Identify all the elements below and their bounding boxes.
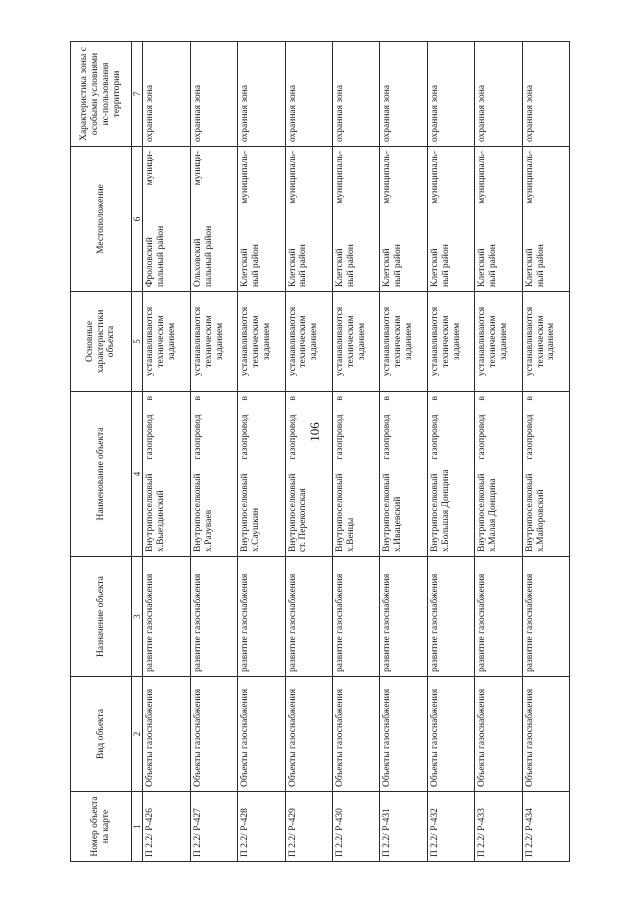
column-number: 1: [132, 792, 143, 862]
cell-number: П 2.2/ Р-431: [380, 792, 427, 862]
cell-purpose: развитие газоснабжения: [190, 557, 237, 677]
column-number: 4: [132, 392, 143, 557]
cell-name-line2: х.Майоровский: [535, 489, 546, 552]
cell-location-line2: ный район: [440, 244, 451, 287]
cell-name-line1: Внутрипоселковый газопровод в: [287, 396, 298, 552]
header-row: [71, 42, 132, 862]
cell-location-line1: Клетский муниципаль-: [334, 151, 345, 287]
cell-kind: Объекты газоснабжения: [475, 677, 522, 792]
cell-purpose: развитие газоснабжения: [475, 557, 522, 677]
cell-name-line1: Внутрипоселковый газопровод в: [524, 396, 535, 552]
cell-name-line2: х.Большая Донщина: [440, 469, 451, 552]
cell-location: [143, 147, 190, 292]
cell-characteristics: [380, 292, 427, 392]
table-head: [71, 42, 143, 862]
cell-location-line1: Клетский муниципаль-: [477, 151, 488, 287]
cell-zone: охранная зона: [427, 42, 474, 147]
cell-characteristics-text: устанавливаются техническим заданием: [145, 306, 178, 377]
cell-kind: Объекты газоснабжения: [522, 677, 569, 792]
cell-location-line1: Клетский муниципаль-: [429, 151, 440, 287]
cell-number: П 2.2/ Р-428: [238, 792, 285, 862]
cell-location: [238, 147, 285, 292]
cell-location-line1: Клетский муниципаль-: [524, 151, 535, 287]
cell-kind: Объекты газоснабжения: [427, 677, 474, 792]
cell-kind: Объекты газоснабжения: [332, 677, 379, 792]
header-cell-zone: Характеристика зоны с особыми условиями ис-пользования территории: [71, 42, 132, 147]
cell-characteristics-text: устанавливаются техническим заданием: [334, 306, 367, 377]
cell-purpose: развитие газоснабжения: [427, 557, 474, 677]
cell-number: П 2.2/ Р-427: [190, 792, 237, 862]
column-number: 2: [132, 677, 143, 792]
cell-purpose: развитие газоснабжения: [285, 557, 332, 677]
page-number: 106: [306, 422, 322, 442]
cell-zone: охранная зона: [475, 42, 522, 147]
header-cell-characteristics: Основные характеристики объекта: [71, 292, 132, 392]
table-row: [143, 42, 190, 862]
header-cell-location: Местоположение: [71, 147, 132, 292]
cell-number: П 2.2/ Р-429: [285, 792, 332, 862]
cell-zone: охранная зона: [332, 42, 379, 147]
cell-characteristics: [190, 292, 237, 392]
cell-name-line2: ст. Перекопская: [298, 488, 309, 552]
cell-number: П 2.2/ Р-430: [332, 792, 379, 862]
table-row: [475, 42, 522, 862]
cell-characteristics: [522, 292, 569, 392]
cell-name-line1: Внутрипоселковый газопровод в: [240, 396, 251, 552]
cell-characteristics: [427, 292, 474, 392]
cell-location: [190, 147, 237, 292]
table-row: [190, 42, 237, 862]
cell-name: [522, 392, 569, 557]
cell-name: [380, 392, 427, 557]
cell-number: П 2.2/ Р-433: [475, 792, 522, 862]
cell-zone: охранная зона: [380, 42, 427, 147]
cell-location-line2: ный район: [298, 244, 309, 287]
cell-location-line2: пальный район: [203, 225, 214, 287]
table-row: [332, 42, 379, 862]
cell-name-line2: х.Саушкин: [251, 507, 262, 552]
cell-name-line1: Внутрипоселковый газопровод в: [382, 396, 393, 552]
cell-characteristics: [285, 292, 332, 392]
cell-name-line2: х.Малая Донщина: [488, 478, 499, 552]
cell-location-line2: ный район: [535, 244, 546, 287]
cell-location: [285, 147, 332, 292]
cell-name: [332, 392, 379, 557]
cell-characteristics-text: устанавливаются техническим заданием: [477, 306, 510, 377]
header-cell-purpose: Назначение объекта: [71, 557, 132, 677]
cell-number: П 2.2/ Р-434: [522, 792, 569, 862]
cell-location-line1: Клетский муниципаль-: [240, 151, 251, 287]
cell-name: [190, 392, 237, 557]
cell-characteristics-text: устанавливаются техническим заданием: [240, 306, 272, 377]
cell-number: П 2.2/ Р-426: [143, 792, 190, 862]
cell-purpose: развитие газоснабжения: [522, 557, 569, 677]
cell-kind: Объекты газоснабжения: [380, 677, 427, 792]
column-number: 7: [132, 42, 143, 147]
cell-purpose: развитие газоснабжения: [332, 557, 379, 677]
cell-zone: охранная зона: [190, 42, 237, 147]
cell-purpose: развитие газоснабжения: [380, 557, 427, 677]
cell-characteristics: [238, 292, 285, 392]
cell-name-line1: Внутрипоселковый газопровод в: [145, 396, 156, 552]
cell-zone: охранная зона: [285, 42, 332, 147]
cell-characteristics-text: устанавливаются техническим заданием: [287, 306, 320, 377]
cell-kind: Объекты газоснабжения: [285, 677, 332, 792]
cell-name-line2: х.Выездинский: [156, 490, 167, 552]
cell-location: [427, 147, 474, 292]
table-row: [380, 42, 427, 862]
table-row: [427, 42, 474, 862]
cell-purpose: развитие газоснабжения: [238, 557, 285, 677]
cell-name: [238, 392, 285, 557]
column-number: 6: [132, 147, 143, 292]
cell-location-line1: Ольховский муници-: [192, 151, 203, 287]
header-cell-number: Номер объекта на карте: [71, 792, 132, 862]
cell-characteristics-text: устанавливаются техническим заданием: [429, 306, 462, 377]
cell-characteristics: [143, 292, 190, 392]
cell-name: [285, 392, 332, 557]
cell-location: [380, 147, 427, 292]
cell-name: [427, 392, 474, 557]
cell-zone: охранная зона: [143, 42, 190, 147]
cell-name-line1: Внутрипоселковый газопровод в: [192, 396, 203, 552]
cell-characteristics: [332, 292, 379, 392]
cell-characteristics-text: устанавливаются техническим заданием: [192, 306, 225, 377]
cell-purpose: развитие газоснабжения: [143, 557, 190, 677]
cell-location: [475, 147, 522, 292]
table-row: [238, 42, 285, 862]
cell-location-line2: ный район: [488, 244, 499, 287]
table-row: [285, 42, 332, 862]
cell-name-line1: Внутрипоселковый газопровод в: [477, 396, 488, 552]
cell-location: [332, 147, 379, 292]
cell-name: [475, 392, 522, 557]
cell-name-line2: х.Разуваев: [203, 509, 214, 552]
cell-location-line2: ный район: [393, 244, 404, 287]
cell-characteristics: [475, 292, 522, 392]
cell-kind: Объекты газоснабжения: [143, 677, 190, 792]
cell-kind: Объекты газоснабжения: [238, 677, 285, 792]
cell-zone: охранная зона: [238, 42, 285, 147]
table-body: [143, 42, 570, 862]
cell-location: [522, 147, 569, 292]
cell-location-line1: Клетский муниципаль-: [382, 151, 393, 287]
column-number: 5: [132, 292, 143, 392]
cell-name: [143, 392, 190, 557]
cell-name-line1: Внутрипоселковый газопровод в: [334, 396, 345, 552]
header-cell-kind: Вид объекта: [71, 677, 132, 792]
cell-characteristics-text: устанавливаются техническим заданием: [382, 306, 415, 377]
cell-location-line1: Фроловский муници-: [145, 151, 156, 287]
cell-location-line2: ный район: [251, 244, 262, 287]
table-row: [522, 42, 569, 862]
header-cell-name: Наименование объекта: [71, 392, 132, 557]
column-number-row: [132, 42, 143, 862]
column-number: 3: [132, 557, 143, 677]
cell-zone: охранная зона: [522, 42, 569, 147]
cell-location-line1: Клетский муниципаль-: [287, 151, 298, 287]
cell-location-line2: пальный район: [156, 225, 167, 287]
objects-table: [70, 41, 570, 862]
cell-number: П 2.2/ Р-432: [427, 792, 474, 862]
cell-characteristics-text: устанавливаются техническим заданием: [524, 306, 557, 377]
cell-name-line2: х.Венцы: [345, 517, 356, 552]
document-table-wrapper: [70, 42, 570, 862]
cell-name-line1: Внутрипоселковый газопровод в: [429, 396, 440, 552]
cell-kind: Объекты газоснабжения: [190, 677, 237, 792]
cell-name-line2: х.Ивацевский: [393, 496, 404, 552]
cell-location-line2: ный район: [345, 244, 356, 287]
